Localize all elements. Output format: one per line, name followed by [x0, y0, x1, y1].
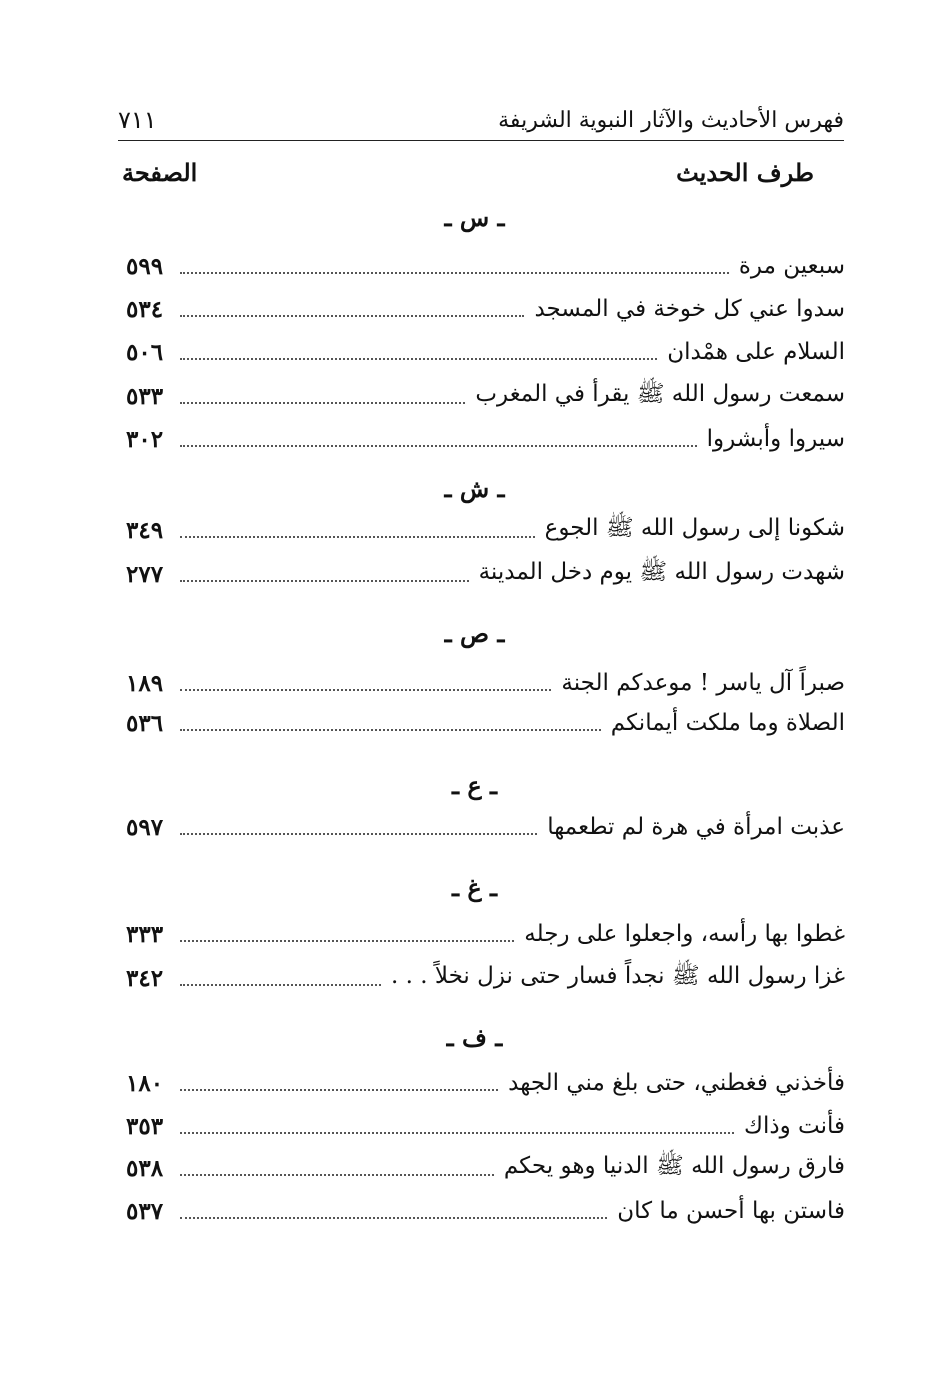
entry-page-number: ٥٩٧ [126, 813, 164, 841]
entry-page-number: ٥٣٨ [126, 1154, 164, 1182]
entry-page-number: ٣٠٢ [126, 425, 164, 453]
page-number: ٧١١ [118, 106, 157, 134]
dot-leader [180, 1217, 607, 1219]
dot-leader [180, 402, 465, 404]
index-entry [126, 1189, 845, 1233]
dot-leader [180, 445, 697, 447]
running-title: فهرس الأحاديث والآثار النبوية الشريفة [498, 107, 844, 133]
entry-text: فأنت وذاك [744, 1113, 845, 1139]
entry-text: عذبت امرأة في هرة لم تطعمها [547, 814, 845, 840]
dot-leader [180, 729, 601, 731]
page-heading: الصفحة [122, 157, 198, 187]
index-entry [126, 417, 845, 461]
entry-text: غطوا بها رأسه، واجعلوا على رجله [524, 921, 845, 947]
entry-text: شكونا إلى رسول الله ﷺ الجوع [544, 515, 845, 541]
dot-leader [180, 984, 381, 986]
index-entry [126, 912, 845, 956]
index-entry [126, 701, 845, 745]
dot-leader [180, 940, 514, 942]
header-rule [118, 140, 844, 141]
index-entry [126, 805, 845, 849]
entry-text: غزا رسول الله ﷺ نجداً فسار حتى نزل نخلاً . . . [390, 963, 845, 989]
dot-leader [180, 315, 524, 317]
dot-leader [180, 1089, 498, 1091]
entry-page-number: ٣٤٢ [126, 964, 164, 992]
entry-text: سبعين مرة [738, 253, 845, 279]
index-entry [126, 552, 845, 596]
entry-text: السلام على همْدان [667, 339, 845, 365]
hadith-start-heading: طرف الحديث [676, 157, 814, 187]
entry-page-number: ٢٧٧ [126, 560, 164, 588]
section-letter: ـ ش ـ [444, 474, 505, 503]
entry-page-number: ٣٥٣ [126, 1112, 164, 1140]
entry-text: صبراً آل ياسر ! موعدكم الجنة [561, 670, 845, 696]
index-entry [126, 1061, 845, 1105]
dot-leader [180, 272, 729, 274]
section-letter: ـ ع ـ [451, 771, 498, 800]
entry-text: سيروا وأبشروا [706, 426, 845, 452]
dot-leader [180, 358, 657, 360]
entry-page-number: ٥٣٦ [126, 709, 164, 737]
index-entry [126, 374, 845, 418]
entry-text: الصلاة وما ملكت أيمانكم [610, 710, 845, 736]
index-entry [126, 508, 845, 552]
entry-page-number: ٥٩٩ [126, 252, 164, 280]
index-entry [126, 956, 845, 1000]
dot-leader [180, 833, 537, 835]
entry-page-number: ٥٣٣ [126, 382, 164, 410]
index-entry [126, 661, 845, 705]
running-head [118, 100, 844, 140]
dot-leader [180, 689, 551, 691]
section-letter: ـ غ ـ [451, 873, 498, 902]
dot-leader [180, 1132, 734, 1134]
section-letter: ـ ص ـ [444, 619, 505, 648]
section-letter: ـ ف ـ [446, 1023, 503, 1052]
index-entry [126, 1146, 845, 1190]
dot-leader [180, 536, 535, 538]
entry-text: فاستن بها أحسن ما كان [617, 1198, 845, 1224]
entry-page-number: ٥٠٦ [126, 338, 164, 366]
entry-text: فارق رسول الله ﷺ الدنيا وهو يحكم [503, 1153, 845, 1179]
dot-leader [180, 1174, 494, 1176]
entry-text: سمعت رسول الله ﷺ يقرأ في المغرب [475, 381, 845, 407]
entry-page-number: ٣٤٩ [126, 516, 164, 544]
section-letter: ـ س ـ [444, 203, 505, 232]
dot-leader [180, 580, 469, 582]
entry-page-number: ١٨٠ [126, 1069, 164, 1097]
column-headings [122, 152, 814, 192]
entry-page-number: ١٨٩ [126, 669, 164, 697]
entry-text: سدوا عني كل خوخة في المسجد [534, 296, 845, 322]
index-entry [126, 1104, 845, 1148]
index-entry [126, 330, 845, 374]
entry-page-number: ٣٣٣ [126, 920, 164, 948]
entry-page-number: ٥٣٤ [126, 295, 164, 323]
index-entry [126, 287, 845, 331]
entry-page-number: ٥٣٧ [126, 1197, 164, 1225]
entry-text: فأخذني فغطني، حتى بلغ مني الجهد [508, 1070, 845, 1096]
entry-text: شهدت رسول الله ﷺ يوم دخل المدينة [478, 559, 845, 585]
index-entry [126, 244, 845, 288]
